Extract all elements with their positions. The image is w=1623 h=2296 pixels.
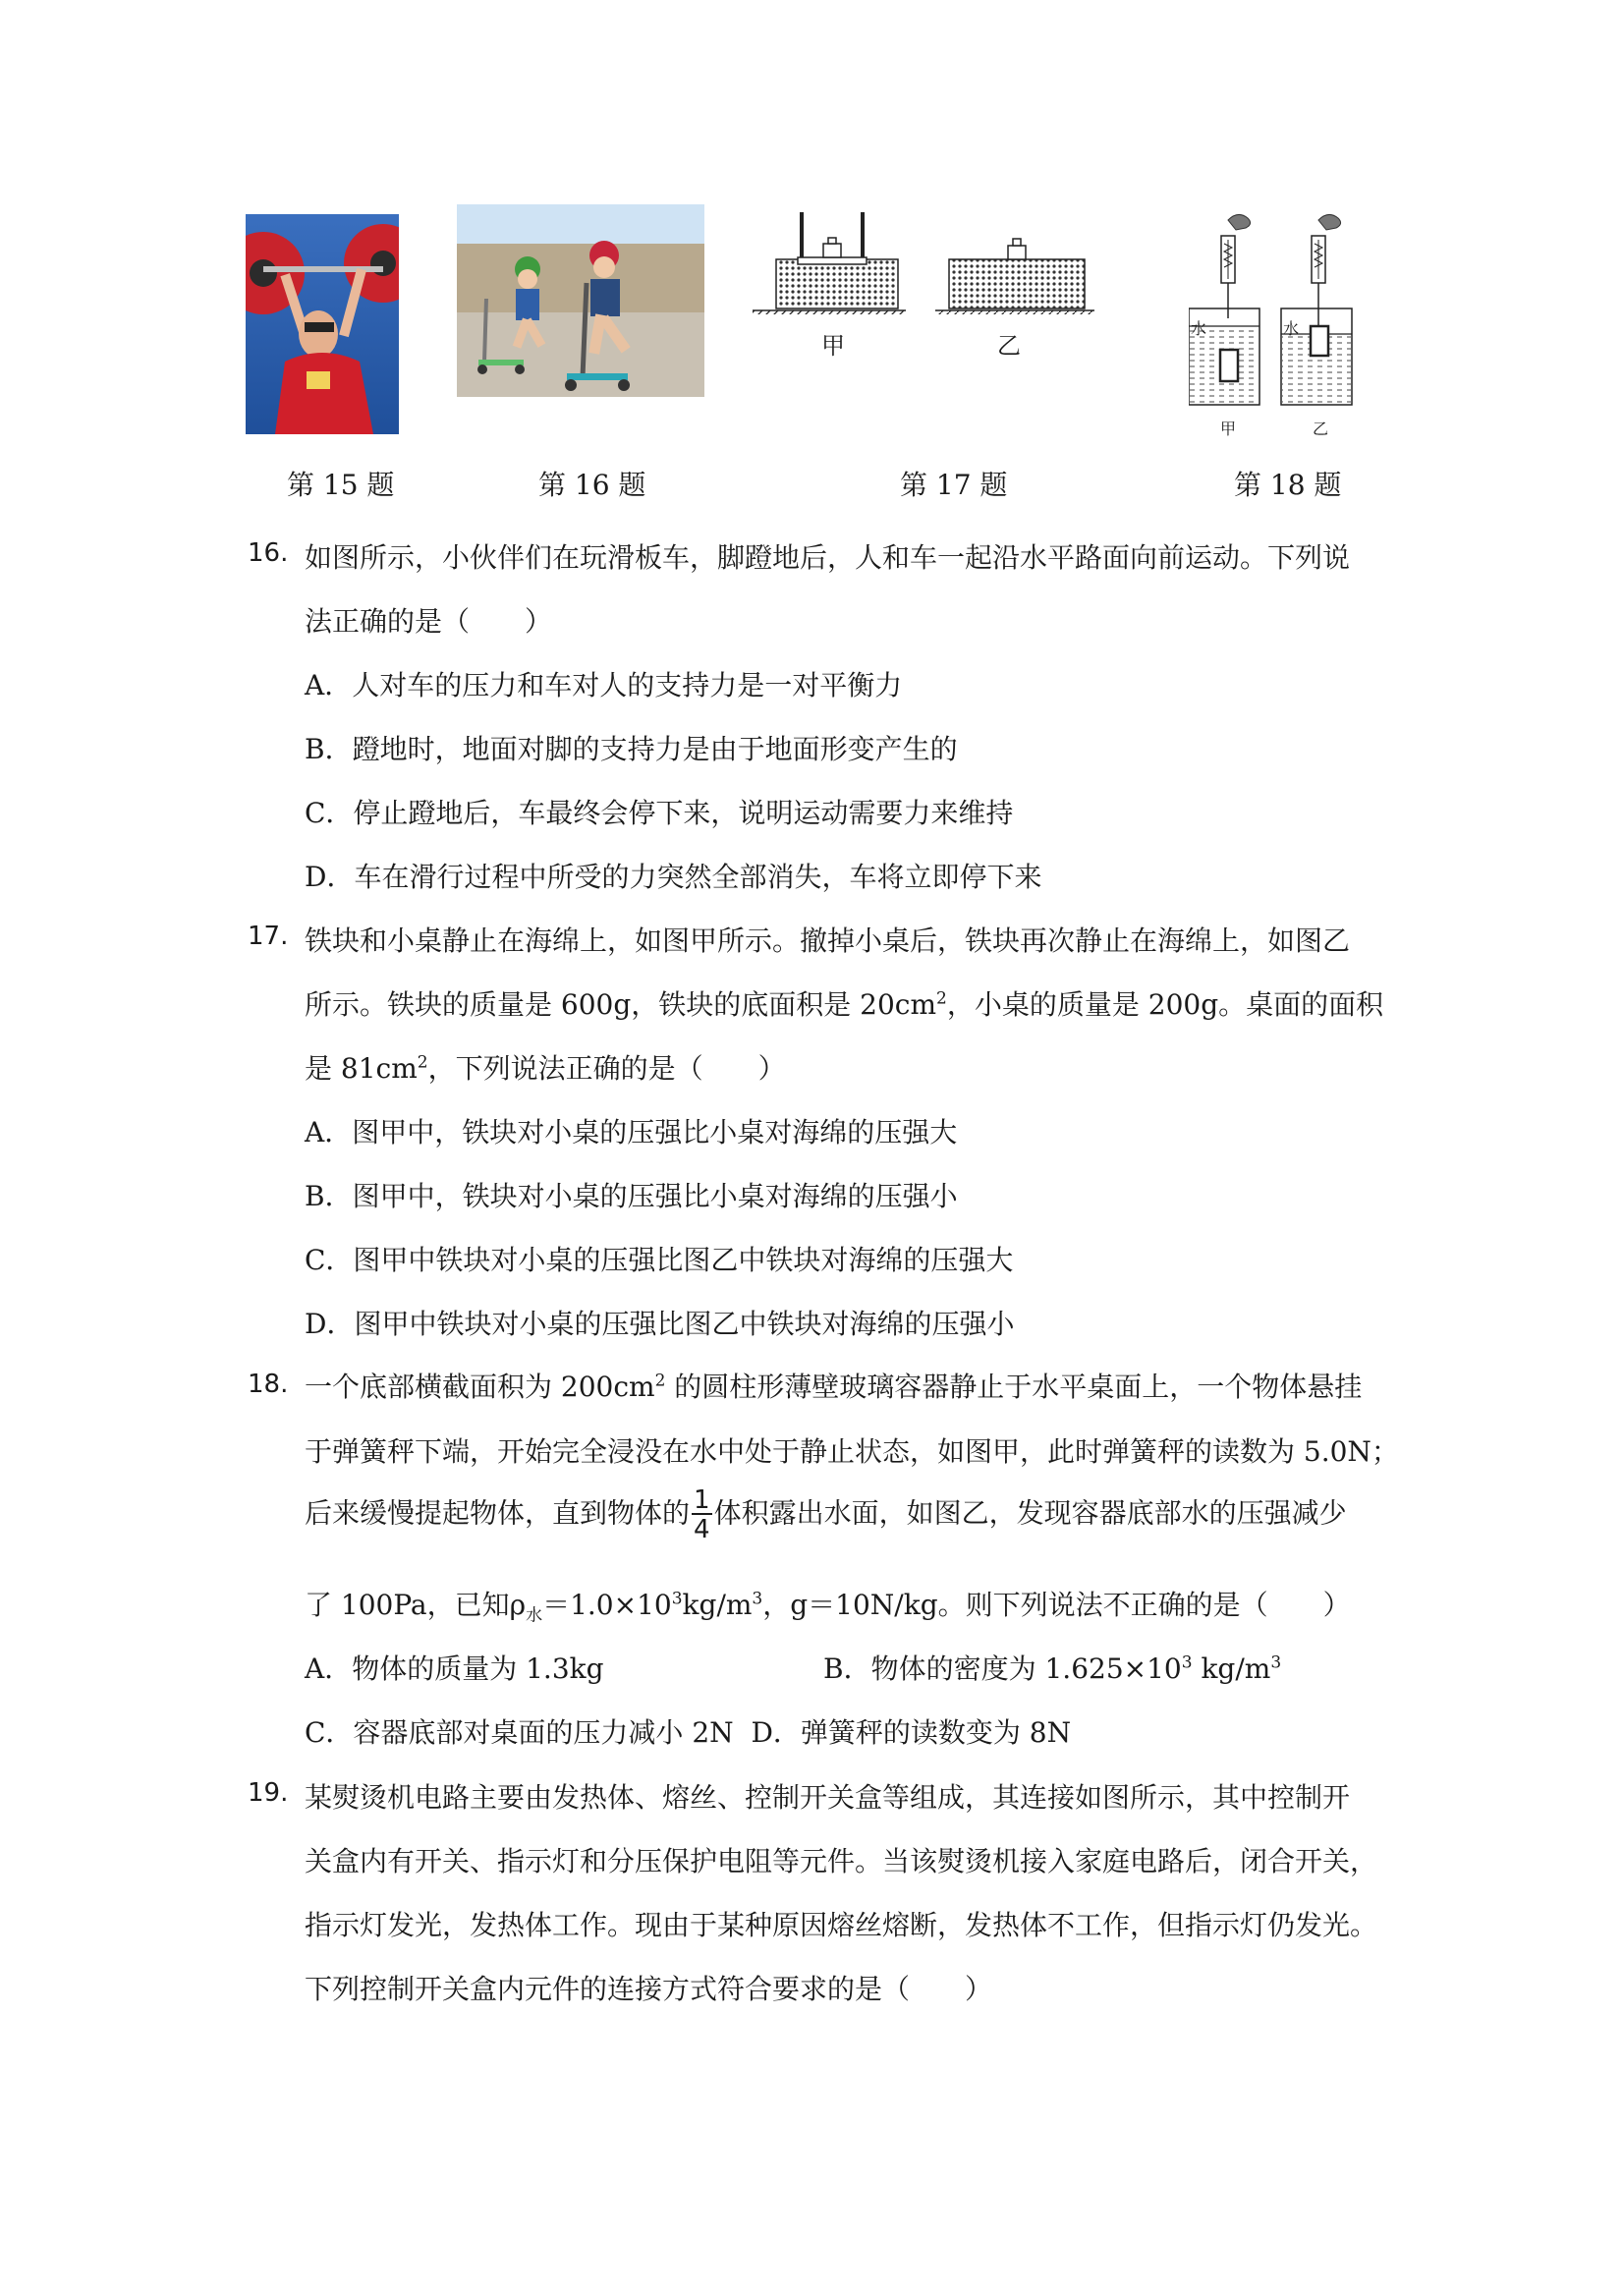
q18-stem-line1: 一个底部横截面积为 $200cm^2$ 的圆柱形薄壁玻璃容器静止于水平桌面上，一个物体悬挂 [305, 1371, 1363, 1403]
q17-stem-line1: 铁块和小桌静止在海绵上，如图甲所示。撤掉小桌后，铁块再次静止在海绵上，如图乙 [305, 924, 1351, 957]
q17-number: 17. [248, 922, 289, 951]
q18-number: 18. [248, 1370, 289, 1399]
caption-q17: 第 17 题 [900, 469, 1008, 501]
q17-stem-line3: 是 $81cm^2$，下列说法正确的是（ ） [305, 1052, 786, 1085]
caption-q15: 第 15 题 [287, 469, 395, 501]
sponge-block-diagram-yi [933, 234, 1096, 314]
q19-line4: 下列控制开关盒内元件的连接方式符合要求的是（ ） [305, 1973, 993, 2005]
q16-option-d: D．车在滑行过程中所受的力突然全部消失，车将立即停下来 [305, 861, 1042, 893]
q18-stem-line3: 后来缓慢提起物体，直到物体的 $\frac{1}{4}$ 体积露出水面，如图乙，发现容器底部水的压强减少 [305, 1485, 1347, 1544]
q17-option-b: B．图甲中，铁块对小桌的压强比小桌对海绵的压强小 [305, 1180, 958, 1212]
fig17-label-jia: 甲 [821, 332, 845, 360]
q18-stem-line4: 了 100Pa，已知$\rho_水=1.0\times 10^3kg/m^3$，g＝10N/kg。则下列说法不正确的是（ ） [305, 1589, 1351, 1626]
q16-stem-line1: 如图所示，小伙伴们在玩滑板车，脚蹬地后，人和车一起沿水平路面向前运动。下列说 [305, 541, 1351, 574]
q16-stem-line2: 法正确的是（ ） [305, 605, 553, 638]
q16-option-a: A．人对车的压力和车对人的支持力是一对平衡力 [305, 669, 903, 701]
q16-option-c: C．停止蹬地后，车最终会停下来，说明运动需要力来维持 [305, 797, 1014, 829]
q18-stem-line2: 于弹簧秤下端，开始完全浸没在水中处于静止状态，如图甲，此时弹簧秤的读数为 5.0N； [305, 1435, 1399, 1468]
q17-stem-line2: 所示。铁块的质量是 600g，铁块的底面积是 $20cm^2$，小桌的质量是 200g。桌面的面积 [305, 988, 1384, 1021]
sponge-table-diagram-jia [749, 206, 910, 314]
fraction-one-quarter: $\frac{1}{4}$ [694, 1485, 710, 1544]
q17-option-d: D．图甲中铁块对小桌的压强比图乙中铁块对海绵的压强小 [305, 1308, 1015, 1340]
fig18-water-label-left: 水 [1191, 319, 1207, 338]
q19-line3: 指示灯发光，发热体工作。现由于某种原因熔丝熔断，发热体不工作，但指示灯仍发光。 [305, 1909, 1378, 1941]
fig18-label-jia: 甲 [1220, 420, 1237, 438]
caption-q18: 第 18 题 [1234, 469, 1342, 501]
fig17-label-yi: 乙 [997, 332, 1021, 360]
fig18-water-label-right: 水 [1283, 319, 1300, 338]
caption-q16: 第 16 题 [538, 469, 646, 501]
q19-line2: 关盒内有开关、指示灯和分压保护电阻等元件。当该熨烫机接入家庭电路后，闭合开关， [305, 1845, 1378, 1877]
q17-option-a: A．图甲中，铁块对小桌的压强比小桌对海绵的压强大 [305, 1116, 958, 1148]
q18-option-b: B．物体的密度为 $1.625\times 10^3$ $kg/m^3$ [823, 1652, 1282, 1685]
q19-line1: 某熨烫机电路主要由发热体、熔丝、控制开关盒等组成，其连接如图所示，其中控制开 [305, 1781, 1351, 1814]
q19-number: 19. [248, 1778, 289, 1808]
q18-option-a: A．物体的质量为 1.3kg [305, 1652, 604, 1685]
fig18-label-yi: 乙 [1313, 420, 1329, 438]
q16-number: 16. [248, 538, 289, 568]
weightlifter-photo [246, 214, 399, 434]
q18-option-cd: C．容器底部对桌面的压力减小 2N D．弹簧秤的读数变为 8N [305, 1716, 1072, 1749]
spring-scale-water-diagram [1189, 210, 1364, 413]
q17-option-c: C．图甲中铁块对小桌的压强比图乙中铁块对海绵的压强大 [305, 1244, 1014, 1276]
q16-option-b: B．蹬地时，地面对脚的支持力是由于地面形变产生的 [305, 733, 958, 765]
scooter-kids-photo [457, 204, 704, 397]
figures-row [0, 0, 1623, 511]
